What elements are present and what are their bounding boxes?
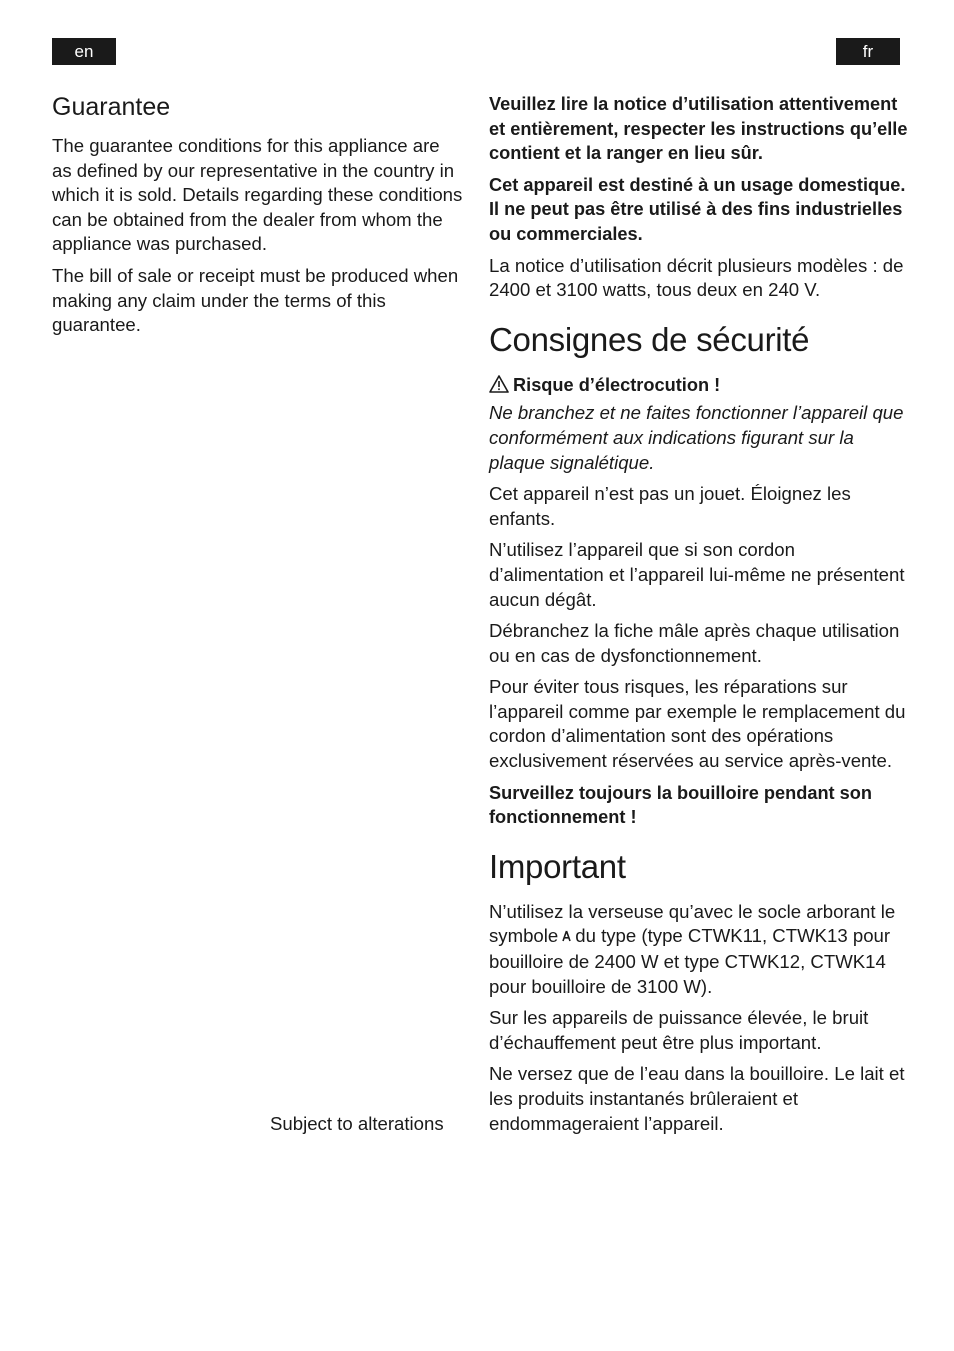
safety-paragraph-3: Débranchez la fiche mâle après chaque utilisation ou en cas de dysfonctionnement.	[489, 620, 900, 666]
guarantee-heading: Guarantee	[52, 93, 171, 121]
important-paragraph-1-start: N’utilisez la verseuse qu’avec le socle arborant le symbole	[489, 900, 896, 947]
subject-to-alterations: Subject to alterations	[270, 1113, 444, 1134]
intro-bold-1: Veuillez lire la notice d’utilisation attentivement et entièrement, respecter les instructions qu’elle contient et la ranger en lieu sûr.	[489, 94, 908, 164]
important-paragraph-2: Sur les appareils de puissance élevée, le bruit d’échauffement peut être plus important.	[489, 1007, 869, 1053]
important-title: Important	[489, 847, 626, 885]
language-tab-en: en	[52, 38, 116, 65]
warning-triangle-icon	[489, 375, 509, 400]
important-paragraph-1	[489, 900, 909, 999]
important-paragraph-3: Ne versez que de l’eau dans la bouilloire. Le lait et les produits instantanés brûleraient et endommageraient l’appareil.	[489, 1063, 905, 1134]
safety-bold-warning: Surveillez toujours la bouilloire pendant son fonctionnement !	[489, 782, 872, 828]
safety-paragraph-1: Cet appareil n’est pas un jouet. Éloignez les enfants.	[489, 483, 851, 529]
guarantee-paragraph-1: The guarantee conditions for this appliance are as defined by our representative in the country in which it is sold. Details regarding these conditions can be obtained from the dealer from whom the appliance was purchased.	[52, 135, 463, 255]
safety-paragraph-4: Pour éviter tous risques, les réparations sur l’appareil comme par exemple le remplacement du cordon d’alimentation sont des opérations exclusivement réservées au service après-vente.	[489, 676, 906, 772]
english-column	[52, 92, 464, 345]
base-symbol-icon	[562, 925, 571, 950]
safety-paragraph-2: N’utilisez l’appareil que si son cordon d’alimentation et l’appareil lui-même ne présentent aucun dégât.	[489, 539, 905, 610]
important-paragraph-1-end: du type (type CTWK11, CTWK13 pour bouilloire de 2400 W et type CTWK12, CTWK14 pour bouilloire de 3100 W).	[489, 925, 891, 997]
safety-title: Consignes de sécurité	[489, 320, 810, 358]
french-column	[489, 92, 909, 1143]
intro-bold-2: Cet appareil est destiné à un usage domestique. Il ne peut pas être utilisé à des fins industrielles ou commerciales.	[489, 174, 906, 244]
shock-warning-title	[489, 373, 909, 400]
intro-paragraph: La notice d’utilisation décrit plusieurs modèles : de 2400 et 3100 watts, tous deux en 240 V.	[489, 254, 904, 301]
shock-warning-text: Risque d’électrocution !	[513, 374, 721, 395]
shock-warning-italic: Ne branchez et ne faites fonctionner l’appareil que conformément aux indications figurant sur la plaque signalétique.	[489, 402, 904, 473]
language-tab-fr: fr	[836, 38, 900, 65]
guarantee-paragraph-2: The bill of sale or receipt must be produced when making any claim under the terms of this guarantee.	[52, 264, 459, 336]
